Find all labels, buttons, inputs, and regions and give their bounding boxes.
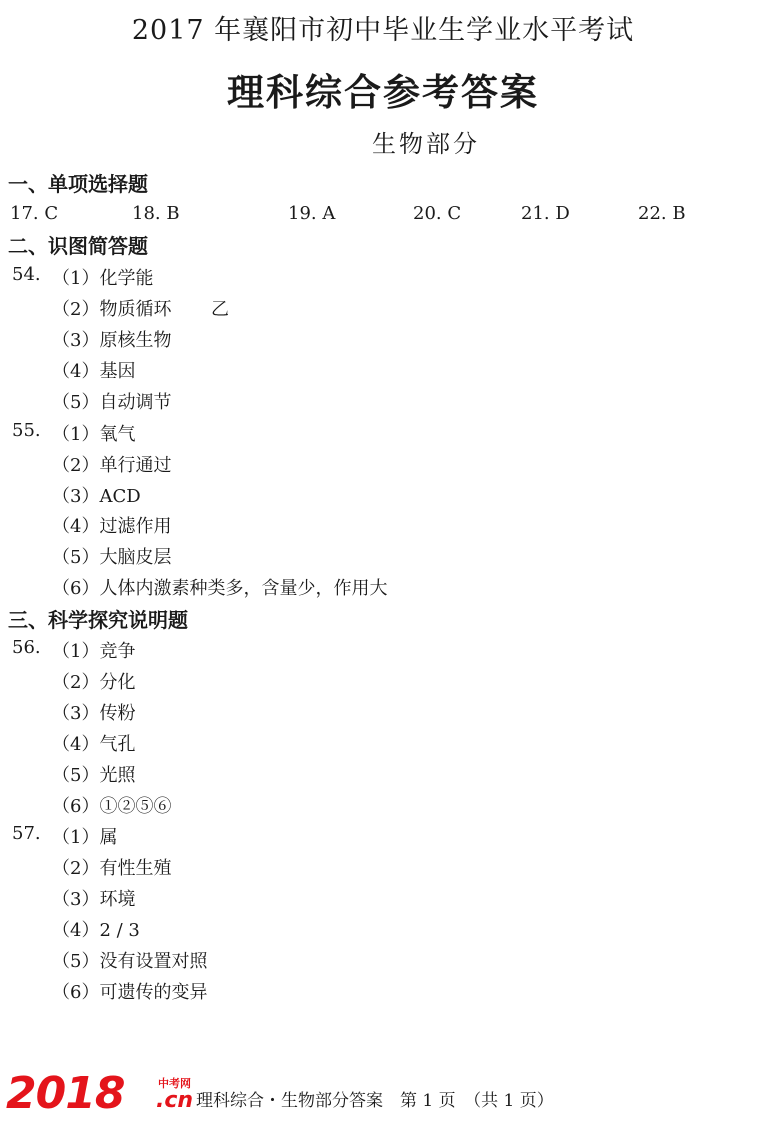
section3-heading: 三、科学探究说明题 xyxy=(8,608,188,632)
mc-answer: 21. D xyxy=(521,203,570,224)
answer-line: （2）物质循环 xyxy=(52,299,172,320)
answer-line: （3）传粉 xyxy=(52,703,136,724)
answer-line: （5）没有设置对照 xyxy=(52,951,208,972)
answer-line: （5）大脑皮层 xyxy=(52,547,172,568)
section1-heading: 一、单项选择题 xyxy=(8,172,148,196)
page-title: 理科综合参考答案 xyxy=(227,71,539,114)
answer-line: （6）人体内激素种类多，含量少，作用大 xyxy=(52,578,388,599)
answer-line: （1）竞争 xyxy=(52,641,136,662)
question-number-54: 54. xyxy=(12,264,41,285)
answer-line: （1）化学能 xyxy=(52,268,154,289)
logo-cn-text: .cn xyxy=(156,1088,194,1113)
logo-small-text: 中考网 xyxy=(158,1077,191,1090)
mc-answer: 19. A xyxy=(288,203,336,224)
page-footer: 理科综合・生物部分答案 第 1 页 （共 1 页） xyxy=(196,1091,554,1111)
answer-line: （1）属 xyxy=(52,827,118,848)
question-number-57: 57. xyxy=(12,823,41,844)
answer-line: （4）过滤作用 xyxy=(52,516,172,537)
mc-answer: 20. C xyxy=(413,203,462,224)
answer-line: （1）氧气 xyxy=(52,424,136,445)
logo-main-text: 2018 xyxy=(6,1068,125,1119)
answer-line: （2）有性生殖 xyxy=(52,858,172,879)
answer-line: （2）分化 xyxy=(52,672,136,693)
answer-line: （6）可遗传的变异 xyxy=(52,982,208,1003)
section2-heading: 二、识图简答题 xyxy=(8,234,148,258)
exam-title: 2017 年襄阳市初中毕业生学业水平考试 xyxy=(131,15,635,46)
mc-answer: 17. C xyxy=(10,203,59,224)
mc-answer: 18. B xyxy=(132,203,180,224)
answer-line: （5）光照 xyxy=(52,765,136,786)
answer-line: （4）基因 xyxy=(52,361,136,382)
mc-answer: 22. B xyxy=(638,203,686,224)
answer-line: （3）ACD xyxy=(52,486,141,507)
answer-line: （6）①②⑤⑥ xyxy=(52,796,172,817)
answer-line: （3）原核生物 xyxy=(52,330,172,351)
page-subtitle: 生物部分 xyxy=(372,130,480,158)
answer-line: （4）气孔 xyxy=(52,734,136,755)
answer-line: （5）自动调节 xyxy=(52,392,172,413)
site-logo[interactable] xyxy=(6,1068,194,1119)
answer-line: （3）环境 xyxy=(52,889,136,910)
question-number-56: 56. xyxy=(12,637,41,658)
answer-line: （2）单行通过 xyxy=(52,455,172,476)
answer-extra: 乙 xyxy=(211,299,229,320)
answer-line: （4）2 / 3 xyxy=(52,920,140,941)
question-number-55: 55. xyxy=(12,420,41,441)
